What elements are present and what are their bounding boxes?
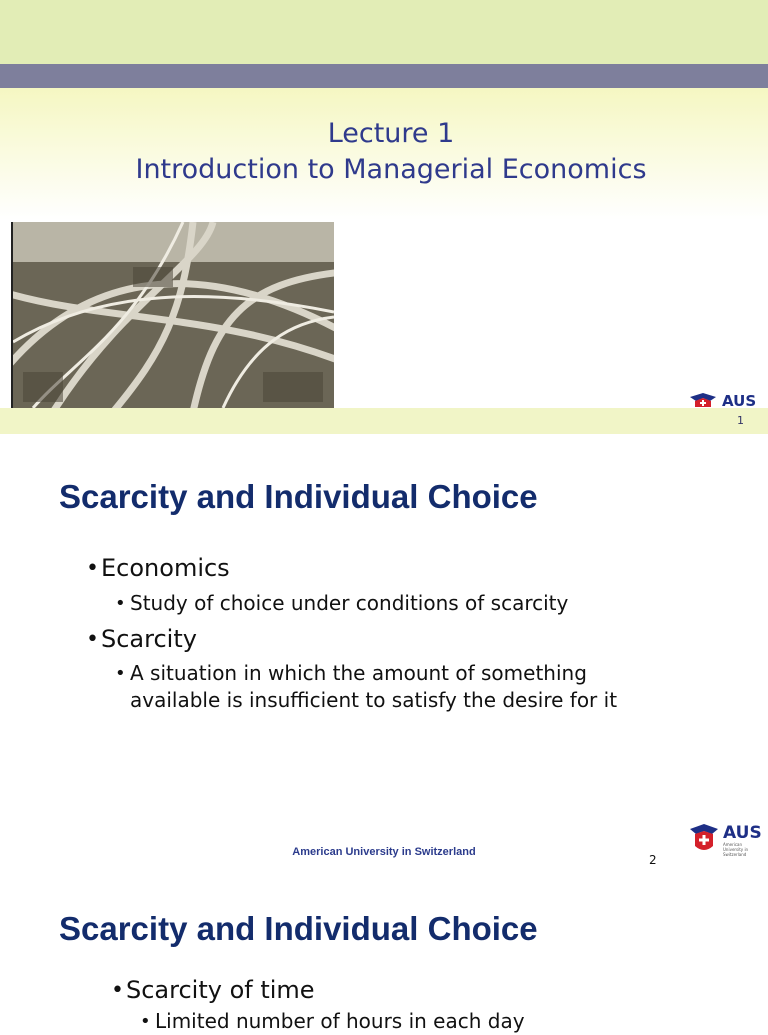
slide-heading: Scarcity and Individual Choice bbox=[59, 910, 538, 947]
aus-logo bbox=[690, 824, 763, 857]
bullet-dot: • bbox=[115, 593, 126, 614]
header-stripe bbox=[0, 64, 768, 88]
bullet-level1 bbox=[86, 625, 197, 653]
logo-subtext: American University in Switzerland bbox=[723, 842, 749, 857]
bullet-dot: • bbox=[115, 663, 126, 684]
slide-number: 1 bbox=[737, 414, 744, 427]
slide-3 bbox=[0, 874, 768, 1033]
bullet-text: Economics bbox=[101, 554, 230, 582]
bullet-level1 bbox=[86, 554, 230, 582]
top-band bbox=[0, 0, 768, 64]
bullet-text: Limited number of hours in each day bbox=[155, 1009, 525, 1033]
bullet-text: Study of choice under conditions of scarcity bbox=[130, 591, 569, 615]
bullet-dot: • bbox=[86, 556, 99, 581]
bullet-continuation bbox=[130, 687, 617, 714]
bullet-level2 bbox=[115, 660, 587, 687]
bullet-level2 bbox=[115, 590, 569, 617]
slide-2 bbox=[0, 434, 768, 874]
logo-text: AUS bbox=[723, 823, 762, 843]
aus-logo bbox=[690, 392, 756, 410]
bullet-dot: • bbox=[86, 627, 99, 652]
bullet-level1 bbox=[111, 976, 315, 1004]
shield-icon bbox=[690, 824, 718, 854]
logo-text: AUS bbox=[722, 392, 757, 410]
highway-photo bbox=[11, 222, 334, 408]
university-footer: American University in Switzerland bbox=[292, 846, 476, 858]
bullet-text: available is insufficient to satisfy the desire for it bbox=[130, 688, 618, 712]
slide-1 bbox=[0, 0, 768, 434]
bullet-text: Scarcity bbox=[101, 625, 197, 653]
bullet-text: Scarcity of time bbox=[126, 976, 315, 1004]
lecture-subtitle: Introduction to Managerial Economics bbox=[135, 154, 647, 185]
shield-icon bbox=[690, 393, 716, 409]
bullet-level2 bbox=[140, 1008, 525, 1035]
bullet-dot: • bbox=[140, 1011, 151, 1032]
slide-heading: Scarcity and Individual Choice bbox=[59, 478, 538, 515]
bullet-dot: • bbox=[111, 978, 124, 1003]
bullet-text: A situation in which the amount of something bbox=[130, 661, 587, 685]
footer-band bbox=[0, 408, 768, 434]
slide-number: 2 bbox=[649, 853, 657, 867]
lecture-title: Lecture 1 bbox=[327, 118, 455, 149]
